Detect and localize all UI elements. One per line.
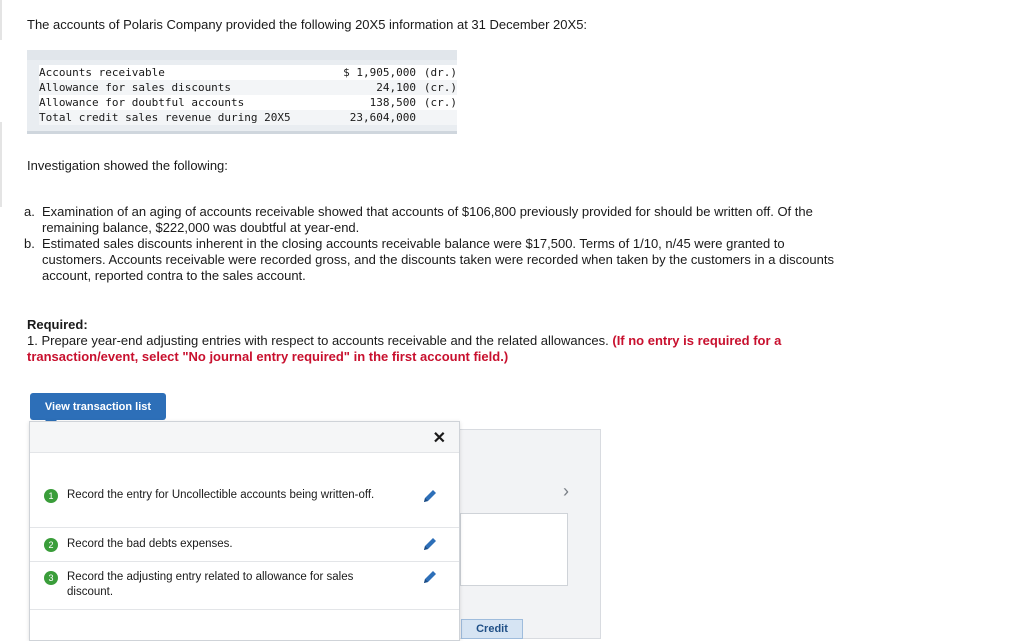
transaction-text: Record the bad debts expenses. xyxy=(67,538,233,550)
popup-header xyxy=(30,422,459,453)
account-amount: 138,500 xyxy=(369,96,416,109)
account-label: Allowance for doubtful accounts xyxy=(39,96,245,109)
table-row xyxy=(39,110,457,125)
account-amount: $ 1,905,000 xyxy=(343,66,416,79)
pencil-icon[interactable] xyxy=(422,569,438,585)
transaction-item-2[interactable] xyxy=(30,528,459,562)
required-instructions xyxy=(27,333,827,365)
item-letter: b. xyxy=(24,236,35,251)
intro-text: The accounts of Polaris Company provided the following 20X5 information at 31 December 20X5: xyxy=(27,17,588,32)
item-text: Estimated sales discounts inherent in the closing accounts receivable balance were $17,500. Terms of 1/10, n/45 were granted to customers. Accounts receivable were recorded gross, and the discounts taken were recorded when taken by the customers in a discounts account, reported contra to the sales account. xyxy=(42,236,834,283)
credit-column-header: Credit xyxy=(461,619,523,639)
pencil-icon[interactable] xyxy=(422,536,438,552)
table-row xyxy=(39,95,457,110)
view-transaction-list-button[interactable]: View transaction list xyxy=(30,393,166,420)
account-label: Accounts receivable xyxy=(39,66,165,79)
transaction-item-1[interactable] xyxy=(30,452,459,528)
account-side: (cr.) xyxy=(423,81,457,94)
account-side: (cr.) xyxy=(423,96,457,109)
table-row xyxy=(39,65,457,80)
item-letter: a. xyxy=(24,204,35,219)
accounts-table xyxy=(27,50,457,134)
transaction-list-popup xyxy=(29,421,460,641)
investigation-text: Investigation showed the following: xyxy=(27,158,228,173)
account-label: Allowance for sales discounts xyxy=(39,81,232,94)
required-heading: Required: xyxy=(27,317,88,332)
transaction-text: Record the entry for Uncollectible accounts being written-off. xyxy=(67,489,375,501)
required-text: 1. Prepare year-end adjusting entries with respect to accounts receivable and the related allowances. xyxy=(27,333,609,348)
transaction-item-3[interactable] xyxy=(30,562,459,610)
step-number-badge: 2 xyxy=(44,538,58,552)
required-note: (If no entry is required for a transaction/event, select "No journal entry required" in the first account field.) xyxy=(27,333,782,364)
transaction-text: Record the adjusting entry related to allowance for sales discount. xyxy=(67,571,354,598)
account-label: Total credit sales revenue during 20X5 xyxy=(39,111,291,124)
step-number-badge: 3 xyxy=(44,571,58,585)
chevron-right-icon[interactable]: › xyxy=(563,481,569,501)
step-number-badge: 1 xyxy=(44,489,58,503)
journal-entry-box xyxy=(460,513,568,586)
account-side: (dr.) xyxy=(423,66,457,79)
account-amount: 24,100 xyxy=(376,81,416,94)
table-row xyxy=(39,80,457,95)
left-margin-rule xyxy=(0,0,2,40)
pencil-icon[interactable] xyxy=(422,488,438,504)
left-margin-rule xyxy=(0,122,2,207)
item-text: Examination of an aging of accounts receivable showed that accounts of $106,800 previously provided for should be written off. Of the remaining balance, $222,000 was doubtful at year-end. xyxy=(42,204,813,235)
account-amount: 23,604,000 xyxy=(349,111,416,124)
close-icon[interactable]: ✕ xyxy=(432,430,446,447)
